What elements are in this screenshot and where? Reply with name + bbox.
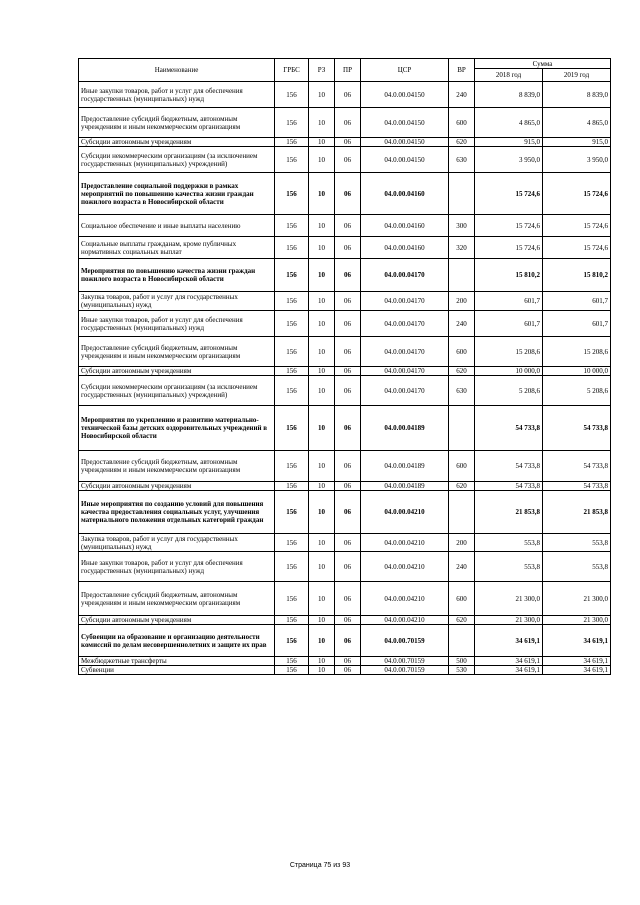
cell-rz: 10 (309, 82, 335, 108)
cell-amount-2018: 15 208,6 (475, 337, 543, 367)
cell-csr: 04.0.00.04189 (361, 406, 449, 451)
cell-rz: 10 (309, 657, 335, 666)
cell-pr: 06 (335, 138, 361, 147)
table-row (79, 666, 611, 675)
cell-csr: 04.0.00.04160 (361, 173, 449, 215)
cell-csr: 04.0.00.04210 (361, 616, 449, 625)
cell-vr: 600 (449, 582, 475, 616)
cell-amount-2018: 15 724,6 (475, 237, 543, 259)
cell-rz: 10 (309, 292, 335, 311)
cell-grbs: 156 (275, 451, 309, 482)
cell-pr: 06 (335, 534, 361, 552)
cell-rz: 10 (309, 215, 335, 237)
cell-amount-2018: 8 839,0 (475, 82, 543, 108)
cell-amount-2019: 10 000,0 (543, 367, 611, 376)
cell-amount-2018: 54 733,8 (475, 406, 543, 451)
header-sum: Сумма (475, 59, 611, 69)
cell-name: Субсидии автономным учреждениям (79, 482, 275, 491)
cell-amount-2019: 34 619,1 (543, 657, 611, 666)
cell-name: Субвенции (79, 666, 275, 675)
cell-vr (449, 625, 475, 657)
cell-vr (449, 491, 475, 534)
cell-pr: 06 (335, 259, 361, 292)
cell-rz: 10 (309, 237, 335, 259)
cell-amount-2018: 915,0 (475, 138, 543, 147)
cell-amount-2019: 3 950,0 (543, 147, 611, 173)
header-vr: ВР (449, 59, 475, 82)
cell-name: Субсидии автономным учреждениям (79, 616, 275, 625)
table-row (79, 657, 611, 666)
cell-pr: 06 (335, 552, 361, 582)
cell-pr: 06 (335, 616, 361, 625)
cell-amount-2019: 21 300,0 (543, 582, 611, 616)
cell-vr: 600 (449, 108, 475, 138)
cell-amount-2019: 15 208,6 (543, 337, 611, 367)
cell-name: Субвенции на образование и организацию деятельности комиссий по делам несовершеннолетних и защите их прав (79, 625, 275, 657)
cell-rz: 10 (309, 625, 335, 657)
table-row (79, 491, 611, 534)
table-row (79, 337, 611, 367)
cell-amount-2019: 15 810,2 (543, 259, 611, 292)
header-name: Наименование (79, 59, 275, 82)
cell-pr: 06 (335, 376, 361, 406)
cell-rz: 10 (309, 376, 335, 406)
cell-grbs: 156 (275, 491, 309, 534)
cell-amount-2018: 34 619,1 (475, 625, 543, 657)
cell-csr: 04.0.00.04210 (361, 534, 449, 552)
cell-amount-2019: 915,0 (543, 138, 611, 147)
cell-amount-2019: 5 208,6 (543, 376, 611, 406)
cell-csr: 04.0.00.70159 (361, 657, 449, 666)
cell-rz: 10 (309, 173, 335, 215)
cell-grbs: 156 (275, 616, 309, 625)
cell-amount-2018: 21 300,0 (475, 582, 543, 616)
cell-vr: 620 (449, 138, 475, 147)
header-year-2018: 2018 год (475, 69, 543, 82)
cell-pr: 06 (335, 406, 361, 451)
cell-vr: 200 (449, 292, 475, 311)
cell-amount-2018: 5 208,6 (475, 376, 543, 406)
cell-name: Иные закупки товаров, работ и услуг для обеспечения государственных (муниципальных) нужд (79, 311, 275, 337)
cell-amount-2018: 10 000,0 (475, 367, 543, 376)
cell-name: Закупка товаров, работ и услуг для государственных (муниципальных) нужд (79, 292, 275, 311)
cell-vr: 600 (449, 451, 475, 482)
table-row (79, 259, 611, 292)
cell-amount-2018: 15 724,6 (475, 215, 543, 237)
cell-name: Социальные выплаты гражданам, кроме публичных нормативных социальных выплат (79, 237, 275, 259)
cell-name: Предоставление субсидий бюджетным, автономным учреждениям и иным некоммерческим организациям (79, 108, 275, 138)
table-row (79, 138, 611, 147)
cell-rz: 10 (309, 534, 335, 552)
table-row (79, 215, 611, 237)
cell-rz: 10 (309, 491, 335, 534)
cell-name: Межбюджетные трансферты (79, 657, 275, 666)
cell-pr: 06 (335, 292, 361, 311)
table-row (79, 616, 611, 625)
table-row (79, 147, 611, 173)
cell-amount-2018: 54 733,8 (475, 451, 543, 482)
cell-pr: 06 (335, 147, 361, 173)
cell-csr: 04.0.00.04189 (361, 482, 449, 491)
cell-rz: 10 (309, 259, 335, 292)
cell-grbs: 156 (275, 215, 309, 237)
cell-csr: 04.0.00.70159 (361, 666, 449, 675)
cell-grbs: 156 (275, 337, 309, 367)
table-row (79, 406, 611, 451)
cell-csr: 04.0.00.04189 (361, 451, 449, 482)
cell-grbs: 156 (275, 406, 309, 451)
cell-name: Субсидии автономным учреждениям (79, 138, 275, 147)
cell-name: Иные закупки товаров, работ и услуг для обеспечения государственных (муниципальных) нужд (79, 82, 275, 108)
cell-rz: 10 (309, 482, 335, 491)
header-grbs: ГРБС (275, 59, 309, 82)
cell-amount-2018: 15 724,6 (475, 173, 543, 215)
cell-grbs: 156 (275, 147, 309, 173)
cell-amount-2018: 601,7 (475, 311, 543, 337)
cell-amount-2018: 34 619,1 (475, 657, 543, 666)
table-row (79, 173, 611, 215)
cell-vr: 240 (449, 82, 475, 108)
cell-csr: 04.0.00.04170 (361, 259, 449, 292)
page-number: Страница 75 из 93 (289, 862, 351, 869)
table-row (79, 376, 611, 406)
cell-grbs: 156 (275, 666, 309, 675)
cell-grbs: 156 (275, 552, 309, 582)
cell-grbs: 156 (275, 625, 309, 657)
cell-rz: 10 (309, 311, 335, 337)
cell-name: Предоставление субсидий бюджетным, автономным учреждениям и иным некоммерческим организациям (79, 337, 275, 367)
cell-pr: 06 (335, 451, 361, 482)
cell-rz: 10 (309, 616, 335, 625)
cell-rz: 10 (309, 367, 335, 376)
cell-vr (449, 259, 475, 292)
cell-rz: 10 (309, 138, 335, 147)
cell-amount-2019: 15 724,6 (543, 237, 611, 259)
cell-csr: 04.0.00.04150 (361, 147, 449, 173)
cell-pr: 06 (335, 215, 361, 237)
cell-csr: 04.0.00.04150 (361, 138, 449, 147)
cell-csr: 04.0.00.04170 (361, 376, 449, 406)
header-rz: РЗ (309, 59, 335, 82)
table-row (79, 367, 611, 376)
table-row (79, 292, 611, 311)
header-csr: ЦСР (361, 59, 449, 82)
cell-pr: 06 (335, 173, 361, 215)
cell-grbs: 156 (275, 376, 309, 406)
cell-vr: 300 (449, 215, 475, 237)
cell-name: Субсидии некоммерческим организациям (за исключением государственных (муниципальных) учреждений) (79, 376, 275, 406)
cell-vr: 620 (449, 367, 475, 376)
cell-name: Предоставление социальной поддержки в рамках мероприятий по повышению качества жизни граждан пожилого возраста в Новосибирской области (79, 173, 275, 215)
cell-pr: 06 (335, 657, 361, 666)
cell-pr: 06 (335, 367, 361, 376)
cell-amount-2018: 21 853,8 (475, 491, 543, 534)
cell-grbs: 156 (275, 259, 309, 292)
cell-rz: 10 (309, 582, 335, 616)
cell-pr: 06 (335, 311, 361, 337)
table-row (79, 451, 611, 482)
cell-grbs: 156 (275, 237, 309, 259)
table-row (79, 582, 611, 616)
cell-pr: 06 (335, 482, 361, 491)
cell-name: Предоставление субсидий бюджетным, автономным учреждениям и иным некоммерческим организациям (79, 451, 275, 482)
cell-grbs: 156 (275, 108, 309, 138)
cell-amount-2019: 34 619,1 (543, 625, 611, 657)
cell-amount-2019: 553,8 (543, 534, 611, 552)
cell-amount-2019: 553,8 (543, 552, 611, 582)
table-row (79, 311, 611, 337)
cell-grbs: 156 (275, 582, 309, 616)
cell-rz: 10 (309, 666, 335, 675)
table-row (79, 108, 611, 138)
cell-amount-2018: 54 733,8 (475, 482, 543, 491)
cell-grbs: 156 (275, 173, 309, 215)
cell-csr: 04.0.00.04150 (361, 82, 449, 108)
cell-rz: 10 (309, 552, 335, 582)
cell-grbs: 156 (275, 657, 309, 666)
cell-rz: 10 (309, 108, 335, 138)
cell-vr: 600 (449, 337, 475, 367)
cell-amount-2019: 21 300,0 (543, 616, 611, 625)
cell-csr: 04.0.00.04210 (361, 491, 449, 534)
cell-name: Предоставление субсидий бюджетным, автономным учреждениям и иным некоммерческим организациям (79, 582, 275, 616)
cell-vr: 240 (449, 552, 475, 582)
cell-csr: 04.0.00.04160 (361, 237, 449, 259)
cell-csr: 04.0.00.04170 (361, 367, 449, 376)
cell-rz: 10 (309, 451, 335, 482)
cell-vr: 620 (449, 616, 475, 625)
cell-vr: 500 (449, 657, 475, 666)
table-row (79, 625, 611, 657)
cell-pr: 06 (335, 108, 361, 138)
cell-csr: 04.0.00.70159 (361, 625, 449, 657)
cell-vr: 620 (449, 482, 475, 491)
cell-amount-2019: 4 865,0 (543, 108, 611, 138)
cell-pr: 06 (335, 237, 361, 259)
cell-amount-2019: 21 853,8 (543, 491, 611, 534)
cell-csr: 04.0.00.04210 (361, 582, 449, 616)
cell-amount-2019: 601,7 (543, 292, 611, 311)
cell-vr: 200 (449, 534, 475, 552)
cell-pr: 06 (335, 582, 361, 616)
cell-grbs: 156 (275, 311, 309, 337)
cell-vr: 630 (449, 147, 475, 173)
cell-csr: 04.0.00.04170 (361, 292, 449, 311)
cell-pr: 06 (335, 82, 361, 108)
table-row (79, 82, 611, 108)
cell-amount-2018: 21 300,0 (475, 616, 543, 625)
cell-pr: 06 (335, 337, 361, 367)
cell-name: Социальное обеспечение и иные выплаты населению (79, 215, 275, 237)
cell-name: Закупка товаров, работ и услуг для государственных (муниципальных) нужд (79, 534, 275, 552)
cell-grbs: 156 (275, 367, 309, 376)
cell-vr: 630 (449, 376, 475, 406)
cell-name: Субсидии некоммерческим организациям (за исключением государственных (муниципальных) учреждений) (79, 147, 275, 173)
cell-csr: 04.0.00.04170 (361, 311, 449, 337)
cell-rz: 10 (309, 147, 335, 173)
table-row (79, 552, 611, 582)
cell-amount-2019: 54 733,8 (543, 482, 611, 491)
cell-name: Иные закупки товаров, работ и услуг для обеспечения государственных (муниципальных) нужд (79, 552, 275, 582)
cell-amount-2019: 15 724,6 (543, 215, 611, 237)
cell-vr: 240 (449, 311, 475, 337)
cell-amount-2019: 34 619,1 (543, 666, 611, 675)
cell-csr: 04.0.00.04170 (361, 337, 449, 367)
cell-amount-2019: 8 839,0 (543, 82, 611, 108)
cell-vr: 530 (449, 666, 475, 675)
cell-name: Мероприятия по укреплению и развитию материально-технической базы детских оздоровительных учреждений в Новосибирской области (79, 406, 275, 451)
cell-name: Иные мероприятия по созданию условий для повышения качества предоставления социальных услуг, улучшения материального положения отдельных категорий граждан (79, 491, 275, 534)
cell-vr (449, 406, 475, 451)
table-row (79, 237, 611, 259)
cell-amount-2018: 553,8 (475, 534, 543, 552)
cell-amount-2018: 553,8 (475, 552, 543, 582)
table-row (79, 482, 611, 491)
cell-amount-2018: 15 810,2 (475, 259, 543, 292)
document-page (78, 58, 610, 675)
cell-amount-2018: 34 619,1 (475, 666, 543, 675)
cell-vr (449, 173, 475, 215)
cell-grbs: 156 (275, 82, 309, 108)
cell-pr: 06 (335, 666, 361, 675)
cell-amount-2018: 4 865,0 (475, 108, 543, 138)
cell-csr: 04.0.00.04210 (361, 552, 449, 582)
cell-grbs: 156 (275, 292, 309, 311)
cell-name: Субсидии автономным учреждениям (79, 367, 275, 376)
header-year-2019: 2019 год (543, 69, 611, 82)
cell-amount-2018: 3 950,0 (475, 147, 543, 173)
cell-pr: 06 (335, 625, 361, 657)
cell-pr: 06 (335, 491, 361, 534)
cell-csr: 04.0.00.04160 (361, 215, 449, 237)
cell-amount-2019: 54 733,8 (543, 406, 611, 451)
cell-amount-2019: 15 724,6 (543, 173, 611, 215)
cell-rz: 10 (309, 406, 335, 451)
cell-vr: 320 (449, 237, 475, 259)
table-body (79, 82, 611, 675)
budget-table (78, 58, 611, 675)
cell-grbs: 156 (275, 138, 309, 147)
cell-rz: 10 (309, 337, 335, 367)
cell-csr: 04.0.00.04150 (361, 108, 449, 138)
cell-amount-2019: 54 733,8 (543, 451, 611, 482)
table-row (79, 534, 611, 552)
cell-grbs: 156 (275, 534, 309, 552)
cell-name: Мероприятия по повышению качества жизни граждан пожилого возраста в Новосибирской области (79, 259, 275, 292)
cell-amount-2019: 601,7 (543, 311, 611, 337)
cell-amount-2018: 601,7 (475, 292, 543, 311)
cell-grbs: 156 (275, 482, 309, 491)
header-pr: ПР (335, 59, 361, 82)
